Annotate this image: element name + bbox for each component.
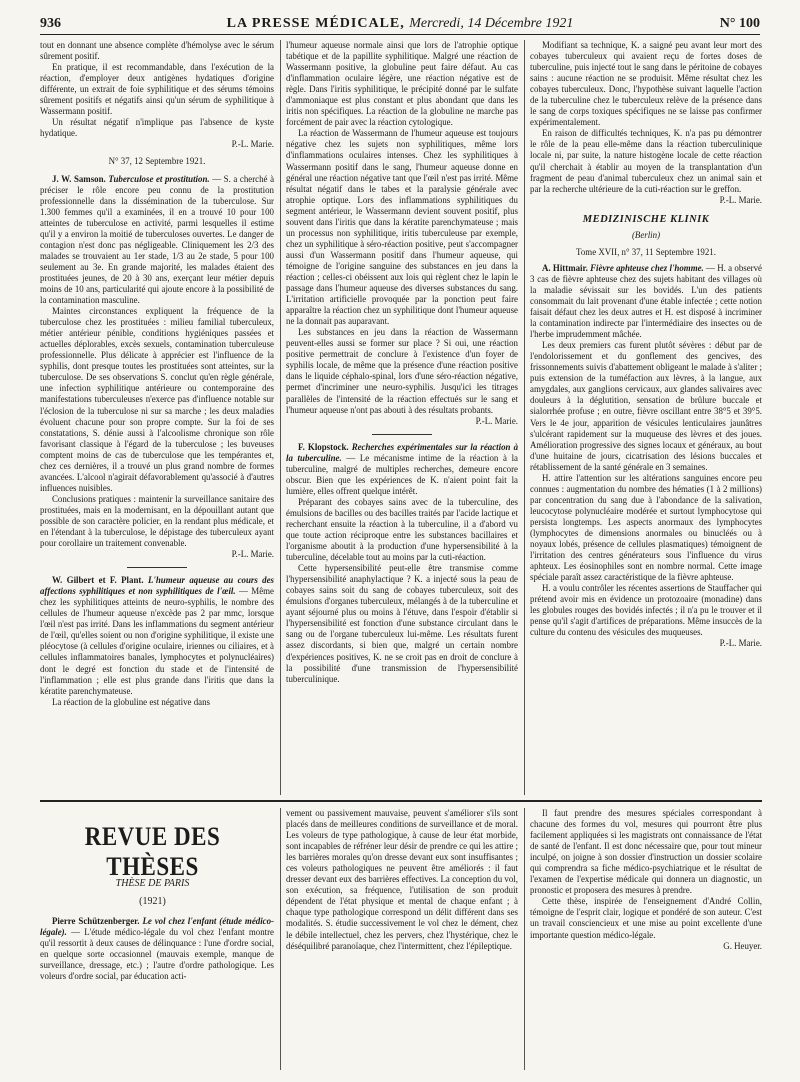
paragraph: Maintes circonstances expliquent la fréquence de la tuberculose chez les prostituées : milieu familial tuberculeux, métier antérieur pénible, conditions hygiéniques passées et actuelles déplorables, excès sexuels, contamination tuberculeuse professionnelle. Plus délicate à apprécier est l'influence de la syphilis, dont presque toutes les prostituées sont atteintes, sur la tuberculose. De ses observations S. conclut qu'en règle générale, une infection syphilitique antérieure ou contemporaine des manifestations tuberculeuses n'exerce pas d'influence notable sur l'éclosion de la tuberculose ni sur sa marche ; les deux maladies évoluent chacune pour son propre compte. Sur la foi de ses constatations, S. dénie aussi à l'alcoolisme chronique son rôle favorisant classique à l'égard de la tuberculose ; les buveuses comptent moins de cas de tuberculose que les tempérantes et, chez ces dernières, il a trouvé un plus grand nombre de formes avancées. L'alcool n'agirait défavorablement qu'associé à d'autres influences nuisibles. — [40, 306, 274, 493]
revue-column-1 — [40, 916, 274, 1066]
column-1 — [40, 40, 274, 792]
article-title: Tuberculose et prostitution. — [108, 173, 210, 184]
article-body: — Même chez les syphilitiques atteints de neuro-syphilis, le nombre des cellules de l'humeur aqueuse n'excède pas 2 par mmc, lorsque l'œil n'est pas irrité. Dans les inflammations du segment antérieur de l'œil, qu'elles soient ou non d'origine syphilitique, il existe une pléocytose (à cellules d'origine oculaire, iriennes ou ciliaires, et à cellules inflammatoires banales, lymphocytes et polynucléaires) dont le degré est fonction du stade et de l'intensité de l'inflammation ; elle est plus grande dans l'iritis que dans la kératite parenchymateuse. — [40, 586, 274, 696]
signature: P.-L. Marie. — [475, 415, 518, 426]
column-3 — [530, 40, 762, 792]
paragraph: H. a voulu contrôler les récentes assertions de Stauffacher qui prétend avoir mis en évidence un protozoaire (monadine) dans les globules rouges des bovidés infectés ; il n'a pu le trouver et il pense qu'il s'agit d'artifices de préparations. Même insuccès de la culture du contenu des vésicules des muqueuses. — [530, 583, 762, 638]
revue-title: REVUE DES THÈSES — [84, 822, 221, 881]
issue-rubric: N° 37, 12 Septembre 1921. — [108, 156, 206, 167]
article-abstract — [530, 263, 762, 340]
section-city: (Berlin) — [631, 229, 661, 240]
signature: P.-L. Marie. — [719, 194, 762, 205]
column-divider — [524, 808, 525, 1070]
article-title: Le vol chez l'enfant (étude médico-légale). — [40, 916, 274, 938]
paragraph: En pratique, il est recommandable, dans l'exécution de la réaction, d'employer deux antigènes hydatiques d'origine différente, un extrait de foie syphilitique et des sérums témoins sûrement positifs et négatifs ainsi qu'un sérum de syphilitique à Wassermann positif. — [40, 62, 274, 117]
article-body: — H. a observé 3 cas de fièvre aphteuse chez des sujets habitant des villages où la maladie sévissait sur les bovidés. L'un des patients consommait du lait provenant d'une étable infectée ; cette notion faisait défaut chez les deux autres et H. est disposé à incriminer la contamination indirecte par l'intermédiaire des insectes ou de l'herbe imprudemment mâchée. — [530, 262, 762, 340]
section-separator — [127, 567, 187, 568]
issue-number: N° 100 — [719, 16, 760, 31]
section-title: MEDIZINISCHE KLINIK — [582, 213, 710, 225]
article-author: J. W. Samson. — [52, 173, 106, 184]
article-title: L'humeur aqueuse au cours des affections syphilitiques et non syphilitiques de l'œil. — [40, 575, 274, 597]
paragraph: Conclusions pratiques : maintenir la surveillance sanitaire des prostituées, mais en la modernisant, en la dépouillant autant que possible de son caractère policier, en la rendant plus médicale, et en l'étendant à la tuberculose, le dépistage des tuberculeux ayant pour corollaire un traitement convenable. — [40, 493, 274, 549]
signature: P.-L. Marie. — [231, 139, 274, 150]
revue-column-3 — [530, 808, 762, 1070]
these-year: (1921) — [139, 896, 166, 907]
article-author: F. Klopstock. — [298, 441, 349, 452]
paragraph: La réaction de Wassermann de l'humeur aqueuse est toujours négative chez les sujets non syphilitiques, même lors d'inflammations oculaires intenses. Chez les syphilitiques à Wassermann positif dans le sang, l'humeur aqueuse donne en général une réaction négative tant que l'œil n'est pas irrité. Même résultat négatif dans le tabes et la paralysie générale avec atrophie optique. Lors des inflammations syphilitiques du segment antérieur, le Wassermann devient souvent positif, plus souvent dans l'iritis que dans la kératite parenchymateuse ; mais un processus non syphilitique, iritis tuberculeuse par exemple, chez un syphilitique à séro-réaction positive, peut s'accompagner aussi d'un Wassermann positif dans l'humeur aqueuse, qui témoigne de l'origine sanguine des substances en jeu dans la réaction ; celles-ci obéissent aux lois qui règlent chez le lapin le passage dans l'humeur aqueuse des diverses substances du sang. L'irritation artificielle provoquée par la ponction peut faire apparaître la réaction chez un syphilitique dont l'humeur aqueuse ne la donnait pas auparavant. — [286, 128, 518, 327]
paragraph: Cette hypersensibilité peut-elle être transmise comme l'hypersensibilité anaphylactique ? K. a injecté sous la peau de cobayes sains soit du sang de cobayes tuberculeux, soit des émulsions d'organes tuberculeux, mélangés à de la tuberculine et ayant séjourné plus ou moins à l'étuve, dans l'espoir d'établir si l'hypersensibilité est fonction d'une substance circulant dans le sang ou de l'organe tuberculeux lui-même. Les résultats furent assez discordants, si bien que, malgré un certain nombre d'expériences positives, K. ne se croit pas en droit de conclure à la possibilité d'une transmission de l'hypersensibilité tuberculinique. — [286, 563, 518, 684]
paragraph: tout en donnant une absence complète d'hémolyse avec le sérum sûrement positif. — [40, 40, 274, 62]
section-rule — [40, 800, 762, 802]
article-abstract — [40, 575, 274, 697]
signature: P.-L. Marie. — [231, 549, 274, 560]
column-divider — [280, 40, 281, 795]
article-abstract — [286, 442, 518, 497]
article-abstract — [40, 916, 274, 982]
column-divider — [524, 40, 525, 795]
article-author: A. Hittmair. — [542, 262, 588, 273]
paragraph: Modifiant sa technique, K. a saigné peu avant leur mort des cobayes tuberculeux qui avaient reçu de fortes doses de tuberculine, puis injecté tout le sang dans le péritoine de cobayes sains : aucune réaction ne se produisit. Même résultat chez les cobayes tuberculeux. Donc, l'hypothèse suivant laquelle l'action de la tuberculine chez le tuberculeux relève de la présence dans le sang de corps toxiques spécifiques ne se laisse pas confirmer expérimentalement. — [530, 40, 762, 128]
article-title: Fièvre aphteuse chez l'homme. — [590, 262, 704, 273]
paragraph: Préparant des cobayes sains avec de la tuberculine, des émulsions de bacilles ou des bacilles traités par l'acide lactique et recherchant ensuite la réaction à la tuberculine, il a d'abord vu que toute action réciproque entre les substances bacillaires et l'organisme aboutit à la production d'une hypersensibilité à la tuberculine, décelable tout au moins par la cuti-réaction. — [286, 496, 518, 563]
these-subtitle: THÈSE DE PARIS — [115, 878, 190, 889]
column-divider — [280, 808, 281, 1070]
signature: G. Heuyer. — [723, 940, 762, 951]
article-body: — L'étude médico-légale du vol chez l'enfant montre qu'il ressortit à deux causes de délinquance : l'une d'ordre social, en quelque sorte occasionnel (mauvais exemple, manque de surveillance, dressage, etc.) ; l'autre d'ordre pathologique. Les voleurs d'ordre social, par éducation acti- — [40, 927, 274, 982]
article-abstract — [40, 174, 274, 307]
paragraph: vement ou passivement mauvaise, peuvent s'améliorer s'ils sont placés dans de meilleures conditions de surveillance et de moral. Les voleurs de type pathologique, à cause de leur état morbide, sont incapables de réfréner leur désir de prendre ce qui les attire ; les barrières morales qu'on dresse devant eux sont insuffisantes ; ces voleurs pathologiques ne peuvent être améliorés : il faut dresser devant eux des barrières effectives. La conception du vol, son exécution, sa fréquence, l'utilisation de son produit dépendent de l'état physique et mental de chaque enfant ; à chaque type pathologique correspond un délit différent dans ses modalités. S. étudie successivement le vol chez le dément, chez le débile intellectuel, chez les pervers, chez l'hystérique, chez le déséquilibré paranoïaque, chez l'intermittent, chez l'épileptique. — [286, 808, 518, 951]
paragraph: La réaction de la globuline est négative dans — [52, 696, 210, 707]
article-author: W. Gilbert et F. Plant. — [52, 575, 144, 586]
section-separator — [372, 434, 432, 435]
revue-column-2 — [286, 808, 518, 1070]
article-body: — Le mécanisme intime de la réaction à la tuberculine, malgré de multiples recherches, demeure encore obscur. Bien que les expériences de K. n'aient point fait la lumière, elles offrent quelque intérêt. — [286, 452, 518, 496]
paragraph: Les deux premiers cas furent plutôt sévères : début par de l'endolorissement et du gonflement des gencives, des frissonnements suivis d'abattement obligeant le malade à s'aliter ; puis extension de la tuméfaction aux lèvres, à la langue, aux amygdales, aux ganglions cervicaux, aux glandes salivaires avec douleurs à la déglutition, sensation de brûlure buccale et sialorrhée profuse ; en outre, fièvre oscillant entre 38°5 et 39°5. Vers le 4e jour, apparition de vésicules lenticulaires jaunâtres s'ulcérant rapidement sur la muqueuse des lèvres et des joues. Amélioration progressive des signes locaux et généraux, au bout d'une huitaine de jours, cicatrisation des lésions buccales et rétablissement de la santé générale en 3 semaines. — [530, 340, 762, 472]
paragraph: Il faut prendre des mesures spéciales correspondant à chacune des formes du vol, mesures qui pourront être plus facilement appliquées si les magistrats ont connaissance de l'état de santé de l'enfant. Il est donc nécessaire que, pour tout mineur inculpé, on joigne à son dossier d'instruction un dossier scolaire qui comprendra sa fiche médico-psychiatrique et le résultat de l'examen de l'expertise médicale qui donnera un diagnostic, un pronostic et proposera des mesures à prendre. — [530, 808, 762, 896]
signature: P.-L. Marie. — [719, 638, 762, 649]
section-tome: Tome XVII, n° 37, 11 Septembre 1921. — [576, 246, 716, 257]
column-2 — [286, 40, 518, 792]
article-author: Pierre Schützenberger. — [52, 916, 140, 926]
paragraph: Un résultat négatif n'implique pas l'absence de kyste hydatique. — [40, 117, 274, 139]
paragraph: En raison de difficultés techniques, K. n'a pas pu démontrer le rôle de la peau elle-même dans la réaction tuberculinique locale ni, par suite, la nature histogène locale de cette réaction qu'il cherchait à établir au moyen de la transplantation d'un fragment de peau d'animal tuberculeux chez un animal sain et par la recherche ultérieure de la cuti-réaction sur le greffon. — [530, 128, 762, 194]
paragraph: H. attire l'attention sur les altérations sanguines encore peu connues : augmentation du nombre des hématies (1 à 2 millions) par concentration du sang due à l'abondance de la salivation, leucocytose polynucléaire modérée et surtout lymphocytose qui persista longtemps. Les aspects anormaux des lymphocytes (lymphocytes de dimensions anormales ou binucléés ou à noyaux lobés, présence de cellules plasmatiques) témoignent de l'irritation des centres générateurs sous l'influence du virus aphteux. Les éosinophiles sont en nombre normal. Cette image spéciale paraît assez caractéristique de la fièvre aphteuse. — [530, 472, 762, 583]
article-title: Recherches expérimentales sur la réaction à la tuberculine. — [286, 441, 518, 463]
running-header — [40, 14, 760, 35]
article-body: — S. a cherché à préciser le rôle encore peu connu de la prostitution professionnelle dans la dissémination de la tuberculose. Sur 1.300 femmes qu'il a examinées, il en a trouvé 10 pour 100 atteintes de tuberculose en activité, parmi lesquelles il estime qu'il y a environ la moitié de tuberculoses ouvertes. Le danger de contagion n'est donc pas négligeable. Cliniquement les 2/3 des malades se trouvaient au 1er stade, 1/3 au 2e stade, 5 pour 100 seulement au 3e. En grande majorité, les malades étaient des prostituées jeunes, de 20 à 30 ans, exerçant leur métier depuis moins de 10 ans, particularité qui ajoute encore à la possibilité de la contamination masculine. — [40, 173, 274, 306]
paragraph: Cette thèse, inspirée de l'enseignement d'André Collin, témoigne de l'esprit clair, logique et pondéré de son auteur. C'est un travail consciencieux et une mise au point excellente d'une importante question médico-légale. — [530, 896, 762, 940]
issue-date: Mercredi, 14 Décembre 1921 — [409, 16, 574, 31]
page-number: 936 — [40, 16, 61, 31]
paragraph: Les substances en jeu dans la réaction de Wassermann peuvent-elles aussi se former sur place ? Si oui, une réaction positive permettrait de conclure à l'existence d'un foyer de syphilis locale, de même que la présence d'une réaction positive dans le liquide céphalo-spinal, lors d'une séro-réaction négative, permet d'incriminer une neuro-syphilis. Jusqu'ici les titrages parallèles de l'intensité de la réaction effectués sur le sang et l'humeur aqueuse n'ont pas abouti à des résultats probants. — [286, 327, 518, 415]
journal-name: LA PRESSE MÉDICALE, — [226, 16, 405, 31]
paragraph: l'humeur aqueuse normale ainsi que lors de l'atrophie optique tabétique et de la papillite syphilitique. Malgré une réaction de Wassermann positive, la globuline peut faire défaut. Au cas d'inflammation oculaire légère, une réaction négative est de règle. Dans l'iritis syphilitique, le précipité donné par le sulfate d'ammoniaque est plus constant et plus abondant que dans les iritis non spécifiques. La réaction de la globuline ne marche pas forcément de pair avec la réaction cytologique. — [286, 40, 518, 128]
journal-title-line — [40, 16, 760, 32]
